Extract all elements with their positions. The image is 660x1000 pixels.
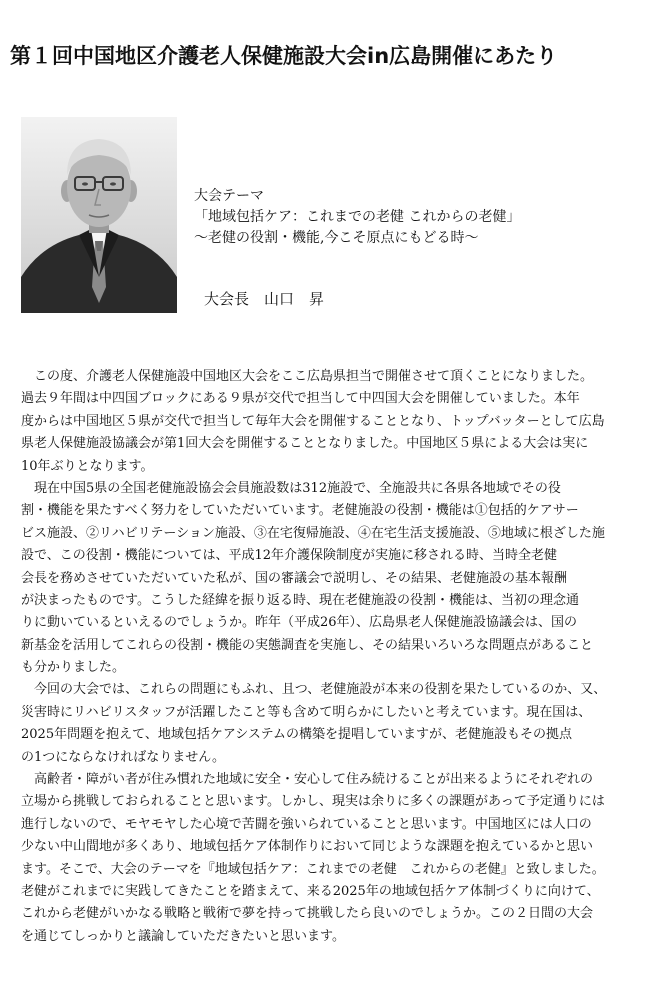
body-line: 2025年問題を抱えて、地域包括ケアシステムの構築を提唱していますが、老健施設もその拠点 [21,727,573,743]
body-line: 設で、この役割・機能については、平成12年介護保険制度が実施に移される時、当時全老健 [21,548,558,564]
body-line: が決まったものです。こうした経緯を振り返る時、現在老健施設の役割・機能は、当初の理念通 [21,592,579,608]
body-line: ます。そこで、大会のテーマを『地域包括ケア：これまでの老健 これからの老健』と致しました。 [21,861,605,877]
theme-main: 「地域包括ケア：これまでの老健 これからの老健」 [194,209,521,225]
body-line: 少ない中山間地が多くあり、地域包括ケア体制作りにおいて同じような課題を抱えているかと思い [21,839,594,855]
body-line: 老健がこれまでに実践してきたことを踏まえて、来る2025年の地域包括ケア体制づくりに向けて、 [21,883,600,899]
body-line: ビス施設、②リハビリテーション施設、③在宅復帰施設、④在宅生活支援施設、⑤地域に根ざした施 [21,525,605,541]
theme-subtitle: ～老健の役割・機能,今こそ原点にもどる時～ [194,230,479,246]
body-line: 災害時にリハビリスタッフが活躍したこと等も含めて明らかにしたいと考えています。現在国は、 [21,704,592,720]
president-photo [21,117,177,313]
page-title: 第１回中国地区介護老人保健施設大会in広島開催にあたり [10,44,558,68]
theme-label: 大会テーマ [194,188,264,204]
body-line: 現在中国5県の全国老健施設協会会員施設数は312施設で、全施設共に各県各地域でその役 [21,480,561,496]
body-line: 度からは中国地区５県が交代で担当して毎年大会を開催することとなり、トップバッターとして広島 [21,413,605,429]
body-line: 割・機能を果たすべく努力をしていただいています。老健施設の役割・機能は①包括的ケアサー [21,503,579,519]
president-name: 大会長 山口 昇 [204,290,325,308]
body-line: これから老健がいかなる戦略と戦術で夢を持って挑戦したら良いのでしょうか。この２日間の大会 [21,906,594,922]
body-line: りに動いているといえるのでしょうか。昨年（平成26年）、広島県老人保健施設協議会は、国の [21,615,578,631]
body-line: を通じてしっかりと議論していただきたいと思います。 [21,928,345,944]
body-line: この度、介護老人保健施設中国地区大会をここ広島県担当で開催させて頂くことになりました。 [21,369,594,384]
body-line: も分かりました。 [21,660,126,676]
body-line: 会長を務めさせていただいていた私が、国の審議会で説明し、その結果、老健施設の基本報酬 [21,570,568,586]
portrait-image [21,117,177,313]
body-line: 進行しないので、モヤモヤした心境で苦闘を強いられていることと思います。中国地区には人口の [21,816,592,832]
body-line: 県老人保健施設協議会が第1回大会を開催することとなりました。中国地区５県による大会は実に [21,436,589,452]
conference-theme [194,186,520,249]
body-line: 10年ぶりとなります。 [21,458,154,474]
body-line: 立場から挑戦しておられることと思います。しかし、現実は余りに多くの課題があって予定通りには [21,794,605,810]
body-line: の1つにならなければなりません。 [21,749,226,765]
body-line: 高齢者・障がい者が住み慣れた地域に安全・安心して住み続けることが出来るようにそれぞれの [21,772,594,788]
body-line: 今回の大会では、これらの問題にもふれ、且つ、老健施設が本来の役割を果たしているのか、又、 [21,682,607,698]
body-line: 過去９年間は中四国ブロックにある９県が交代で担当して中四国大会を開催していました。本年 [21,391,580,407]
body-line: 新基金を活用してこれらの役割・機能の実態調査を実施し、その結果いろいろな問題点があること [21,637,594,653]
message-body [21,366,639,948]
